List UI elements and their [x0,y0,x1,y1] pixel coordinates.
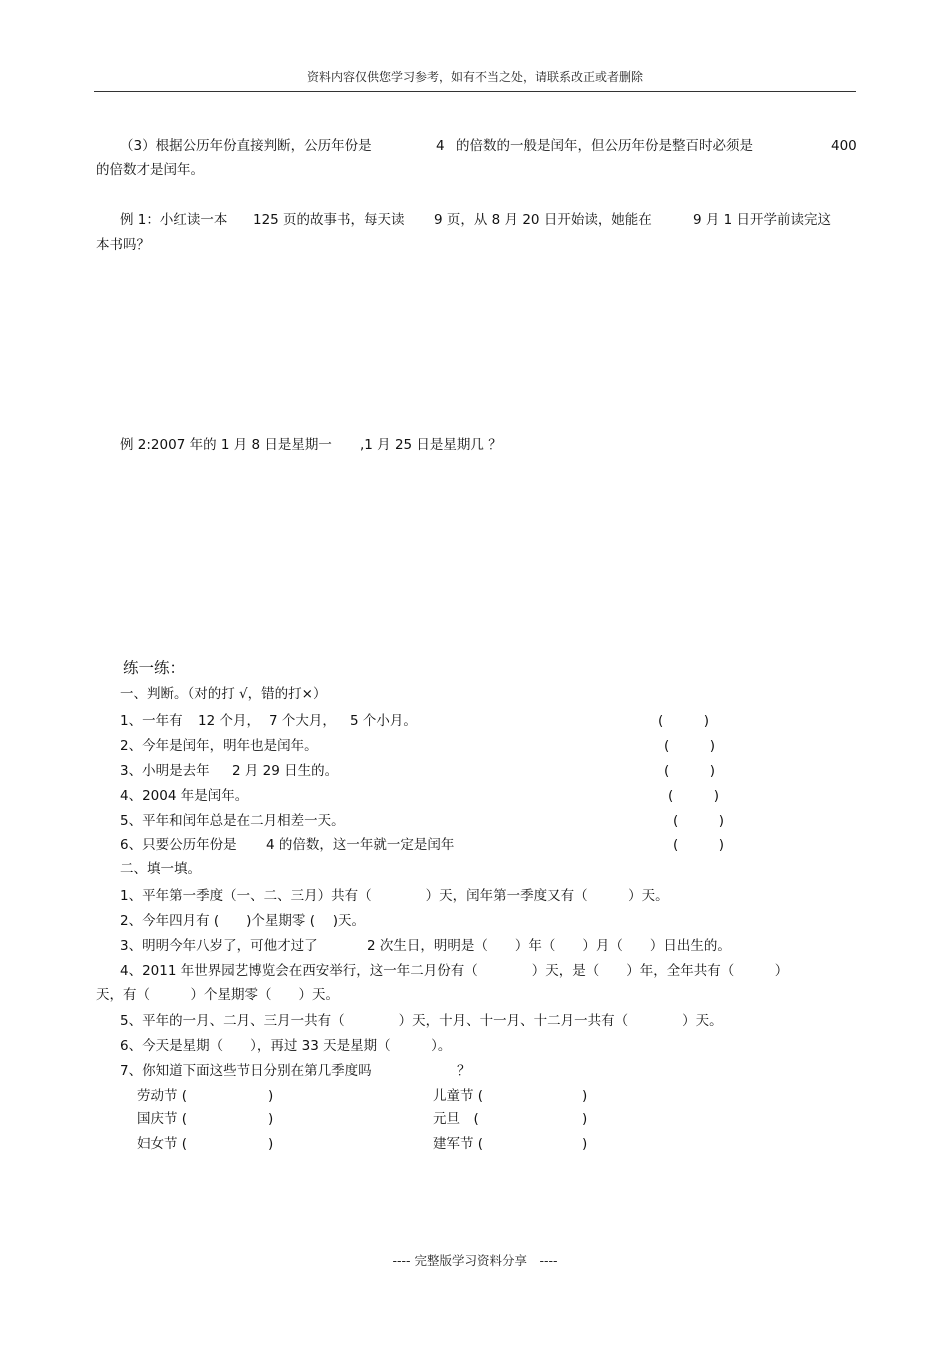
fill-question-4-b: 天，有（ ）个星期零（ ）天。 [96,987,339,1003]
example1-text-a: 例 1：小红读一本 [120,212,228,228]
judge-item-3-answer: ( ) [664,763,716,779]
example1-text-c: 9 页，从 8 月 20 日开始读，她能在 [434,212,652,228]
fill-question-6: 6、今天是星期（ ），再过 33 天是星期（ ）。 [120,1038,452,1054]
example2-text-a: 例 2:2007 年的 1 月 8 日是星期一 [120,437,332,453]
point3-number-4: 4 [436,138,445,154]
point3-text-a: （3）根据公历年份直接判断，公历年份是 [120,138,372,154]
festival-womens-day: 妇女节 ( [137,1136,188,1152]
judge-item-4-answer: ( ) [668,788,720,804]
fill-question-3-b: 2 次生日，明明是（ ）年（ ）月（ ）日出生的。 [367,938,731,954]
judge-item-1-a: 1、一年有 [120,713,183,729]
festival-labor-day: 劳动节 ( [137,1088,188,1104]
example1-text-d: 9 月 1 日开学前读完这 [693,212,832,228]
festival-national-day: 国庆节 ( [137,1111,188,1127]
judge-item-4-a: 4、2004 年是闰年。 [120,788,249,804]
judge-item-6-a: 6、只要公历年份是 [120,837,237,853]
festival-childrens-day-close: ) [582,1088,588,1104]
judge-item-1-c: 7 个大月， [269,713,336,729]
point3-number-400: 400 [831,138,857,154]
judge-item-6-answer: ( ) [673,837,725,853]
judge-item-3-a: 3、小明是去年 [120,763,210,779]
judge-item-2-answer: ( ) [664,738,716,754]
fill-question-5: 5、平年的一月、二月、三月一共有（ ）天，十月、十一月、十二月一共有（ ）天。 [120,1013,723,1029]
judge-item-5-a: 5、平年和闰年总是在二月相差一天。 [120,813,345,829]
fill-question-4-a: 4、2011 年世界园艺博览会在西安举行，这一年二月份有（ ）天，是（ ）年，全年共有（ ） [120,963,789,979]
judge-item-6-b: 4 的倍数，这一年就一定是闰年 [266,837,455,853]
page-footer: ---- 完整版学习资料分享 ---- [392,1253,558,1268]
festival-childrens-day: 儿童节 ( [433,1088,484,1104]
fill-question-7-a: 7、你知道下面这些节日分别在第几季度吗 [120,1063,372,1079]
example1-text-e: 本书吗？ [96,237,150,253]
judge-item-2-a: 2、今年是闰年，明年也是闰年。 [120,738,318,754]
practice-title: 练一练： [123,659,186,677]
judge-item-1-answer: ( ) [658,713,710,729]
example2-text-b: ,1 月 25 日是星期几 ？ [360,437,502,453]
fill-question-2: 2、今年四月有 ( )个星期零 ( )天。 [120,913,366,929]
fill-question-1: 1、平年第一季度（一、二、三月）共有（ ）天，闰年第一季度又有（ ）天。 [120,888,669,904]
header-divider [94,91,856,92]
judge-item-1-b: 12 个月， [198,713,260,729]
festival-new-year-close: ) [582,1111,588,1127]
fill-question-7-b: ？ [457,1063,471,1079]
judge-item-3-b: 2 月 29 日生的。 [232,763,339,779]
judge-item-5-answer: ( ) [673,813,725,829]
judge-item-1-d: 5 个小月。 [350,713,417,729]
fill-question-3-a: 3、明明今年八岁了，可他才过了 [120,938,318,954]
page-header: 资料内容仅供您学习参考，如有不当之处，请联系改正或者删除 [306,70,643,84]
point3-text-c: 的倍数才是闰年。 [96,162,204,178]
point3-text-b: 的倍数的一般是闰年，但公历年份是整百时必须是 [456,138,753,154]
festival-national-day-close: ) [268,1111,274,1127]
section1-heading: 一、判断。（对的打 √，错的打×） [120,686,327,702]
example1-text-b: 125 页的故事书，每天读 [253,212,405,228]
festival-army-day: 建军节 ( [433,1136,484,1152]
section2-heading: 二、填一填。 [120,861,201,877]
festival-labor-day-close: ) [268,1088,274,1104]
festival-womens-day-close: ) [268,1136,274,1152]
festival-army-day-close: ) [582,1136,588,1152]
festival-new-year: 元旦 ( [433,1111,479,1127]
